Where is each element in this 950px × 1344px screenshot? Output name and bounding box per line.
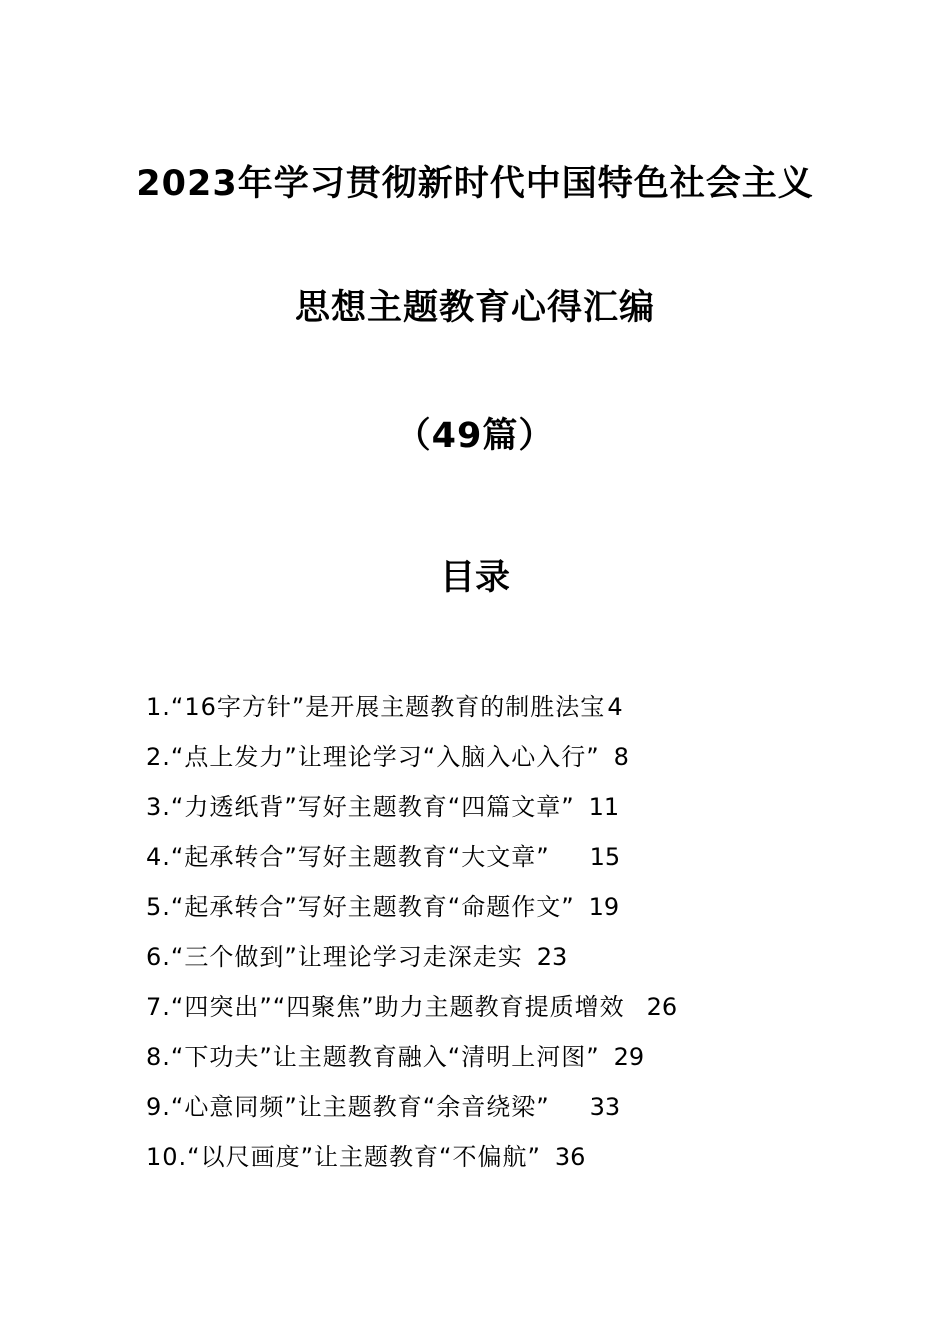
toc-item-page: 23 — [536, 943, 568, 971]
toc-item-page: 26 — [646, 993, 678, 1021]
toc-item-title: 9.“心意同频”让主题教育“余音绕梁” — [146, 1093, 550, 1121]
toc-item[interactable] — [146, 882, 846, 932]
toc-item-page: 29 — [613, 1043, 645, 1071]
toc-item-page: 8 — [613, 743, 629, 771]
toc-item[interactable] — [146, 832, 846, 882]
toc-item-page: 36 — [554, 1143, 586, 1171]
toc-item-page: 19 — [588, 893, 620, 921]
toc-item-title: 10.“以尺画度”让主题教育“不偏航” — [146, 1143, 541, 1171]
toc-item[interactable] — [146, 982, 846, 1032]
toc-item-title: 2.“点上发力”让理论学习“入脑入心入行” — [146, 743, 600, 771]
toc-item-title: 1.“16字方针”是开展主题教育的制胜法宝 — [146, 693, 606, 721]
toc-item-title: 8.“下功夫”让主题教育融入“清明上河图” — [146, 1043, 600, 1071]
toc-item-title: 4.“起承转合”写好主题教育“大文章” — [146, 843, 550, 871]
document-title-line-1: 2023年学习贯彻新时代中国特色社会主义 — [136, 164, 814, 204]
toc-item[interactable] — [146, 1082, 846, 1132]
toc-item[interactable] — [146, 732, 846, 782]
toc-item[interactable] — [146, 1032, 846, 1082]
toc-item[interactable] — [146, 1132, 846, 1182]
toc-item-page: 4 — [607, 693, 623, 721]
toc-item-title: 5.“起承转合”写好主题教育“命题作文” — [146, 893, 575, 921]
toc-item-title: 6.“三个做到”让理论学习走深走实 — [146, 943, 523, 971]
document-title-count: （49篇） — [395, 416, 555, 456]
table-of-contents — [146, 682, 846, 1182]
toc-item-page: 33 — [589, 1093, 621, 1121]
toc-heading: 目录 — [439, 558, 510, 598]
toc-item-title: 7.“四突出”“四聚焦”助力主题教育提质增效 — [146, 993, 625, 1021]
toc-item[interactable] — [146, 932, 846, 982]
toc-item-page: 11 — [588, 793, 620, 821]
toc-item[interactable] — [146, 682, 846, 732]
toc-item-page: 15 — [589, 843, 621, 871]
toc-item[interactable] — [146, 782, 846, 832]
document-title-line-2: 思想主题教育心得汇编 — [294, 288, 655, 328]
toc-item-title: 3.“力透纸背”写好主题教育“四篇文章” — [146, 793, 575, 821]
